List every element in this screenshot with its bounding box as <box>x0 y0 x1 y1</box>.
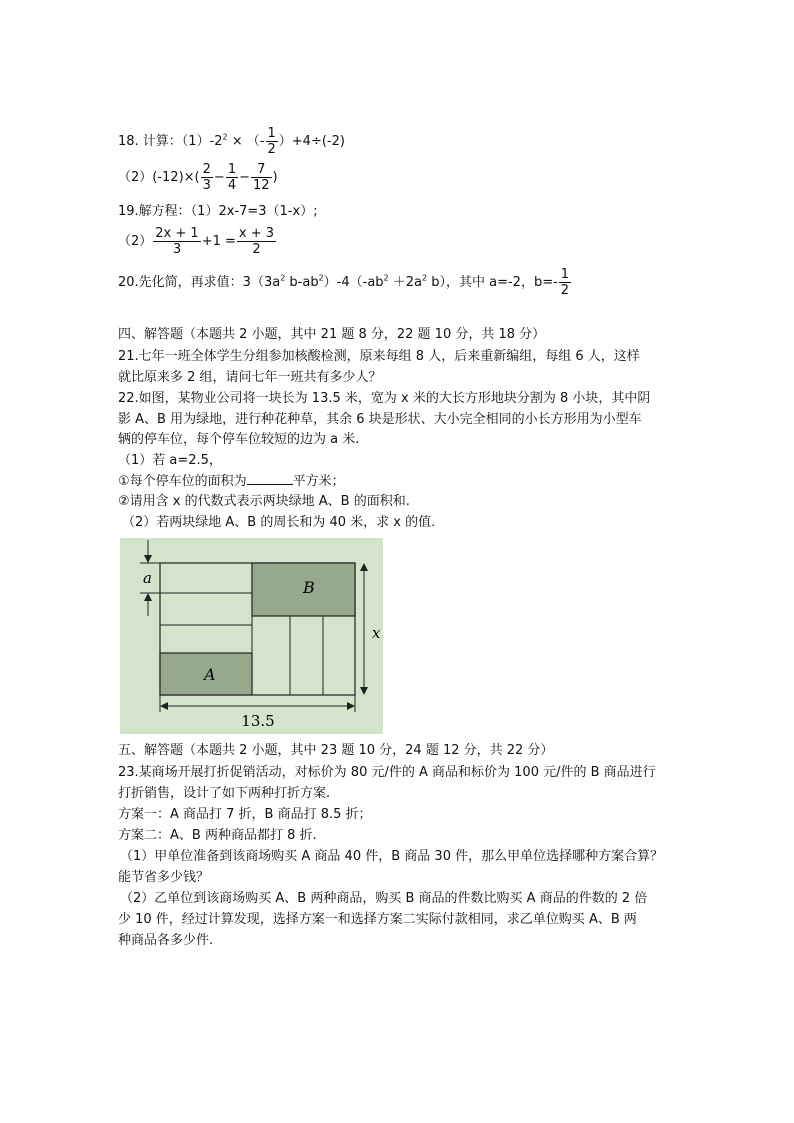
q20-p2: b-ab <box>285 275 319 290</box>
label-b: B <box>303 578 315 597</box>
q19-mid: +1 = <box>201 234 236 249</box>
q20-fraction <box>559 267 571 298</box>
q18-line1-suffix: ）+4÷(-2) <box>278 134 345 149</box>
q18-line1-mid: × （- <box>227 134 265 149</box>
parking-diagram <box>120 538 383 734</box>
q18-frac-num: 1 <box>267 126 276 141</box>
label-a-area: A <box>204 665 216 684</box>
q19-line1: 19.解方程：（1）2x-7=3（1-x）; <box>118 204 318 219</box>
q22-line3: 辆的停车位，每个停车位较短的边为 a 米. <box>118 432 360 447</box>
q18-frac-2 <box>226 162 238 193</box>
q23-line9: 种商品各多少件. <box>118 933 214 948</box>
q22-line5 <box>118 472 345 491</box>
q18-frac-3 <box>251 162 272 193</box>
section4-heading: 四、解答题（本题共 2 小题，其中 21 题 8 分，22 题 10 分，共 18 分） <box>118 327 546 342</box>
q19-line2 <box>118 226 277 257</box>
q23-line4: 方案二：A、B 两种商品都打 8 折. <box>118 828 317 843</box>
q19-rhs-den: 2 <box>252 242 261 257</box>
q22-line5-a: ①每个停车位的面积为 <box>118 474 247 489</box>
q19-line2-prefix: （2） <box>118 234 153 249</box>
q22-line2: 影 A、B 用为绿地，进行种花种草，其余 6 块是形状、大小完全相同的小长方形用为小型车 <box>118 412 642 427</box>
q20-p3: ）-4（-ab <box>323 275 384 290</box>
q18-frac-1 <box>201 162 213 193</box>
q18-line2-prefix: （2）(-12)×( <box>118 170 200 185</box>
q19-lhs-fraction <box>153 226 200 257</box>
q18-f2-den: 4 <box>227 178 237 193</box>
q18-f2-num: 1 <box>227 162 237 177</box>
q18-op1: − <box>213 170 225 185</box>
q22-line5-b: 平方米； <box>292 474 345 489</box>
q18-line1 <box>118 126 345 157</box>
q18-f3-num: 7 <box>251 162 272 178</box>
q19-rhs-fraction <box>237 226 276 257</box>
q21-line2: 就比原来多 2 组，请问七年一班共有多少人？ <box>118 370 382 385</box>
section5-heading: 五、解答题（本题共 2 小题，其中 23 题 10 分，24 题 12 分，共 22 分） <box>118 743 554 758</box>
q20-p5: b），其中 a=-2，b=- <box>427 275 558 290</box>
q23-line7: （2）乙单位到该商场购买 A、B 两种商品，购买 B 商品的件数比购买 A 商品的件数的 2 倍 <box>120 891 648 906</box>
q18-op2: − <box>239 170 250 185</box>
q20-p1: 20.先化简，再求值：3（3a <box>118 275 281 290</box>
q23-line1: 23.某商场开展打折促销活动，对标价为 80 元/件的 A 商品和标价为 100 元/件的 B 商品进行 <box>118 765 656 780</box>
q18-line1-prefix: 18. 计算：（1）-2 <box>118 134 223 149</box>
q19-lhs-den: 3 <box>172 242 182 257</box>
q22-line6: ②请用含 x 的代数式表示两块绿地 A、B 的面积和. <box>118 494 410 509</box>
q22-line7: （2）若两块绿地 A、B 的周长和为 40 米，求 x 的值. <box>122 515 436 530</box>
q22-line1: 22.如图，某物业公司将一块长为 13.5 米，宽为 x 米的大长方形地块分割为 8 小块，其中阴 <box>118 391 651 406</box>
q23-line3: 方案一：A 商品打 7 折，B 商品打 8.5 折； <box>118 807 372 822</box>
label-x: x <box>372 624 381 642</box>
q18-f1-den: 3 <box>202 178 211 193</box>
q18-line2-suffix: ) <box>272 170 278 185</box>
q18-fraction <box>266 126 278 157</box>
q20-frac-den: 2 <box>560 283 570 298</box>
q22-line4: （1）若 a=2.5， <box>118 453 222 468</box>
q18-f3-den: 12 <box>253 178 270 193</box>
q20-frac-num: 1 <box>560 267 570 282</box>
q20-e4: 2 <box>422 273 428 283</box>
label-length: 13.5 <box>241 712 275 730</box>
q19-rhs-num: x + 3 <box>238 226 275 241</box>
q20-e1: 2 <box>280 273 286 283</box>
q20-p4: ＋2a <box>388 275 423 290</box>
q20-e2: 2 <box>318 273 324 283</box>
q21-line1: 21.七年一班全体学生分组参加核酸检测，原来每组 8 人，后来重新编组，每组 6 人，这样 <box>118 349 640 364</box>
answer-blank <box>247 472 293 485</box>
label-a: a <box>143 569 152 587</box>
q23-line5: （1）甲单位准备到该商场购买 A 商品 40 件，B 商品 30 件，那么甲单位选择哪种方案合算？ <box>120 849 664 864</box>
q23-line6: 能节省多少钱？ <box>118 870 210 885</box>
q18-frac-den: 2 <box>267 142 276 157</box>
q18-exponent: 2 <box>222 132 228 142</box>
q20-line <box>118 267 572 298</box>
q18-line2 <box>118 162 278 193</box>
q18-f1-num: 2 <box>202 162 211 177</box>
q23-line8: 少 10 件，经过计算发现，选择方案一和选择方案二实际付款相同，求乙单位购买 A、B 两 <box>118 912 637 927</box>
q20-e3: 2 <box>383 273 389 283</box>
q19-lhs-num: 2x + 1 <box>155 226 199 241</box>
q23-line2: 打折销售，设计了如下两种打折方案. <box>118 786 331 801</box>
